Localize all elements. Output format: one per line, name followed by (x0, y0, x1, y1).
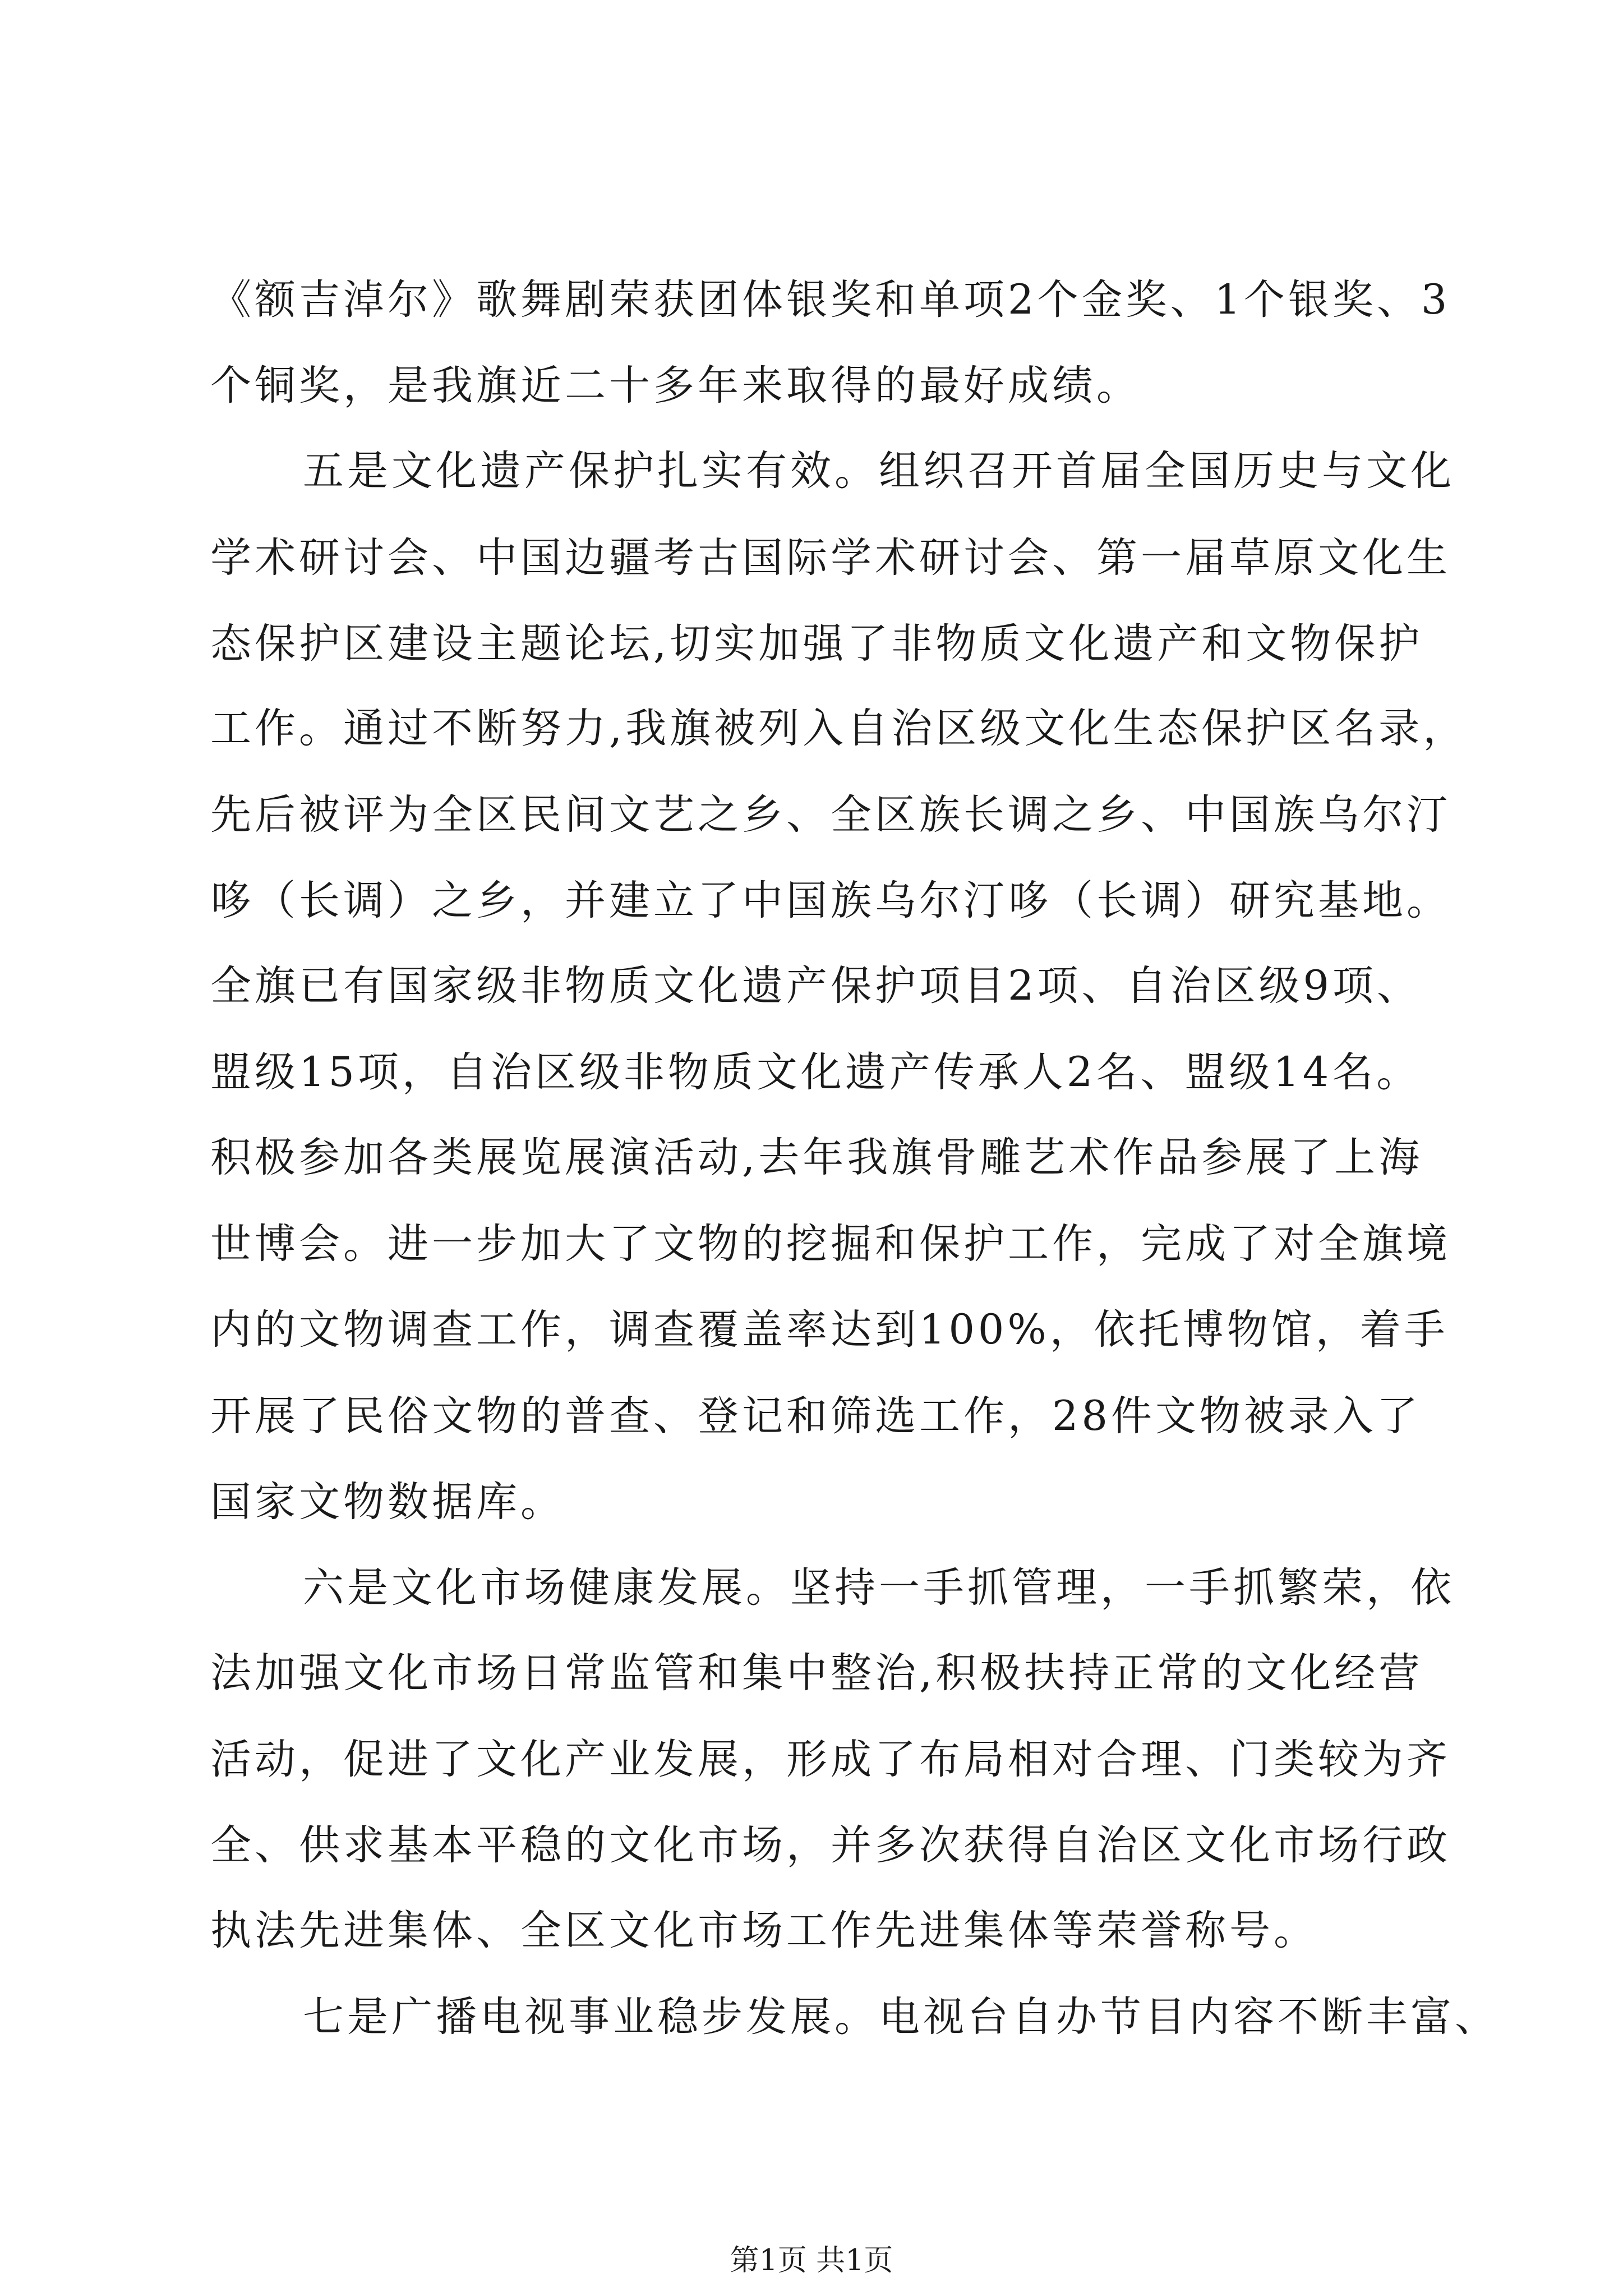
text-line: 内的文物调查工作，调查覆盖率达到100%，依托博物馆，着手 (210, 1306, 1449, 1354)
text-line: 执法先进集体、全区文化市场工作先进集体等荣誉称号。 (210, 1907, 1318, 1954)
text-line: 世博会。进一步加大了文物的挖掘和保护工作，完成了对全旗境 (210, 1220, 1451, 1268)
text-line: 学术研讨会、中国边疆考古国际学术研讨会、第一届草原文化生 (210, 534, 1451, 582)
text-line: 国家文物数据库。 (210, 1478, 565, 1526)
text-line: 工作。通过不断努力,我旗被列入自治区级文化生态保护区名录， (210, 705, 1468, 752)
text-line: 盟级15项，自治区级非物质文化遗产传承人2名、盟级14名。 (210, 1048, 1421, 1096)
text-line: 五是文化遗产保护扎实有效。组织召开首届全国历史与文化 (303, 447, 1455, 495)
text-line: 积极参加各类展览展演活动,去年我旗骨雕艺术作品参展了上海 (210, 1134, 1423, 1181)
text-line: 六是文化市场健康发展。坚持一手抓管理，一手抓繁荣，依 (303, 1564, 1455, 1612)
page-footer: 第1页 共1页 (730, 2244, 893, 2277)
text-line: 先后被评为全区民间文艺之乡、全区族长调之乡、中国族乌尔汀 (210, 791, 1451, 839)
text-line: 法加强文化市场日常监管和集中整治,积极扶持正常的文化经营 (210, 1649, 1423, 1697)
text-line: 开展了民俗文物的普查、登记和筛选工作，28件文物被录入了 (210, 1392, 1421, 1440)
text-line: 哆（长调）之乡，并建立了中国族乌尔汀哆（长调）研究基地。 (210, 877, 1451, 924)
text-line: 态保护区建设主题论坛,切实加强了非物质文化遗产和文物保护 (210, 620, 1423, 668)
text-line: 活动，促进了文化产业发展，形成了布局相对合理、门类较为齐 (210, 1736, 1451, 1783)
text-line: 《额吉淖尔》歌舞剧荣获团体银奖和单项2个金奖、1个银奖、3 (210, 276, 1451, 324)
text-line: 全旗已有国家级非物质文化遗产保护项目2项、自治区级9项、 (210, 962, 1421, 1010)
text-line: 个铜奖，是我旗近二十多年来取得的最好成绩。 (210, 362, 1141, 409)
text-line: 全、供求基本平稳的文化市场，并多次获得自治区文化市场行政 (210, 1821, 1451, 1869)
text-line: 七是广播电视事业稳步发展。电视台自办节目内容不断丰富、 (303, 1993, 1499, 2041)
